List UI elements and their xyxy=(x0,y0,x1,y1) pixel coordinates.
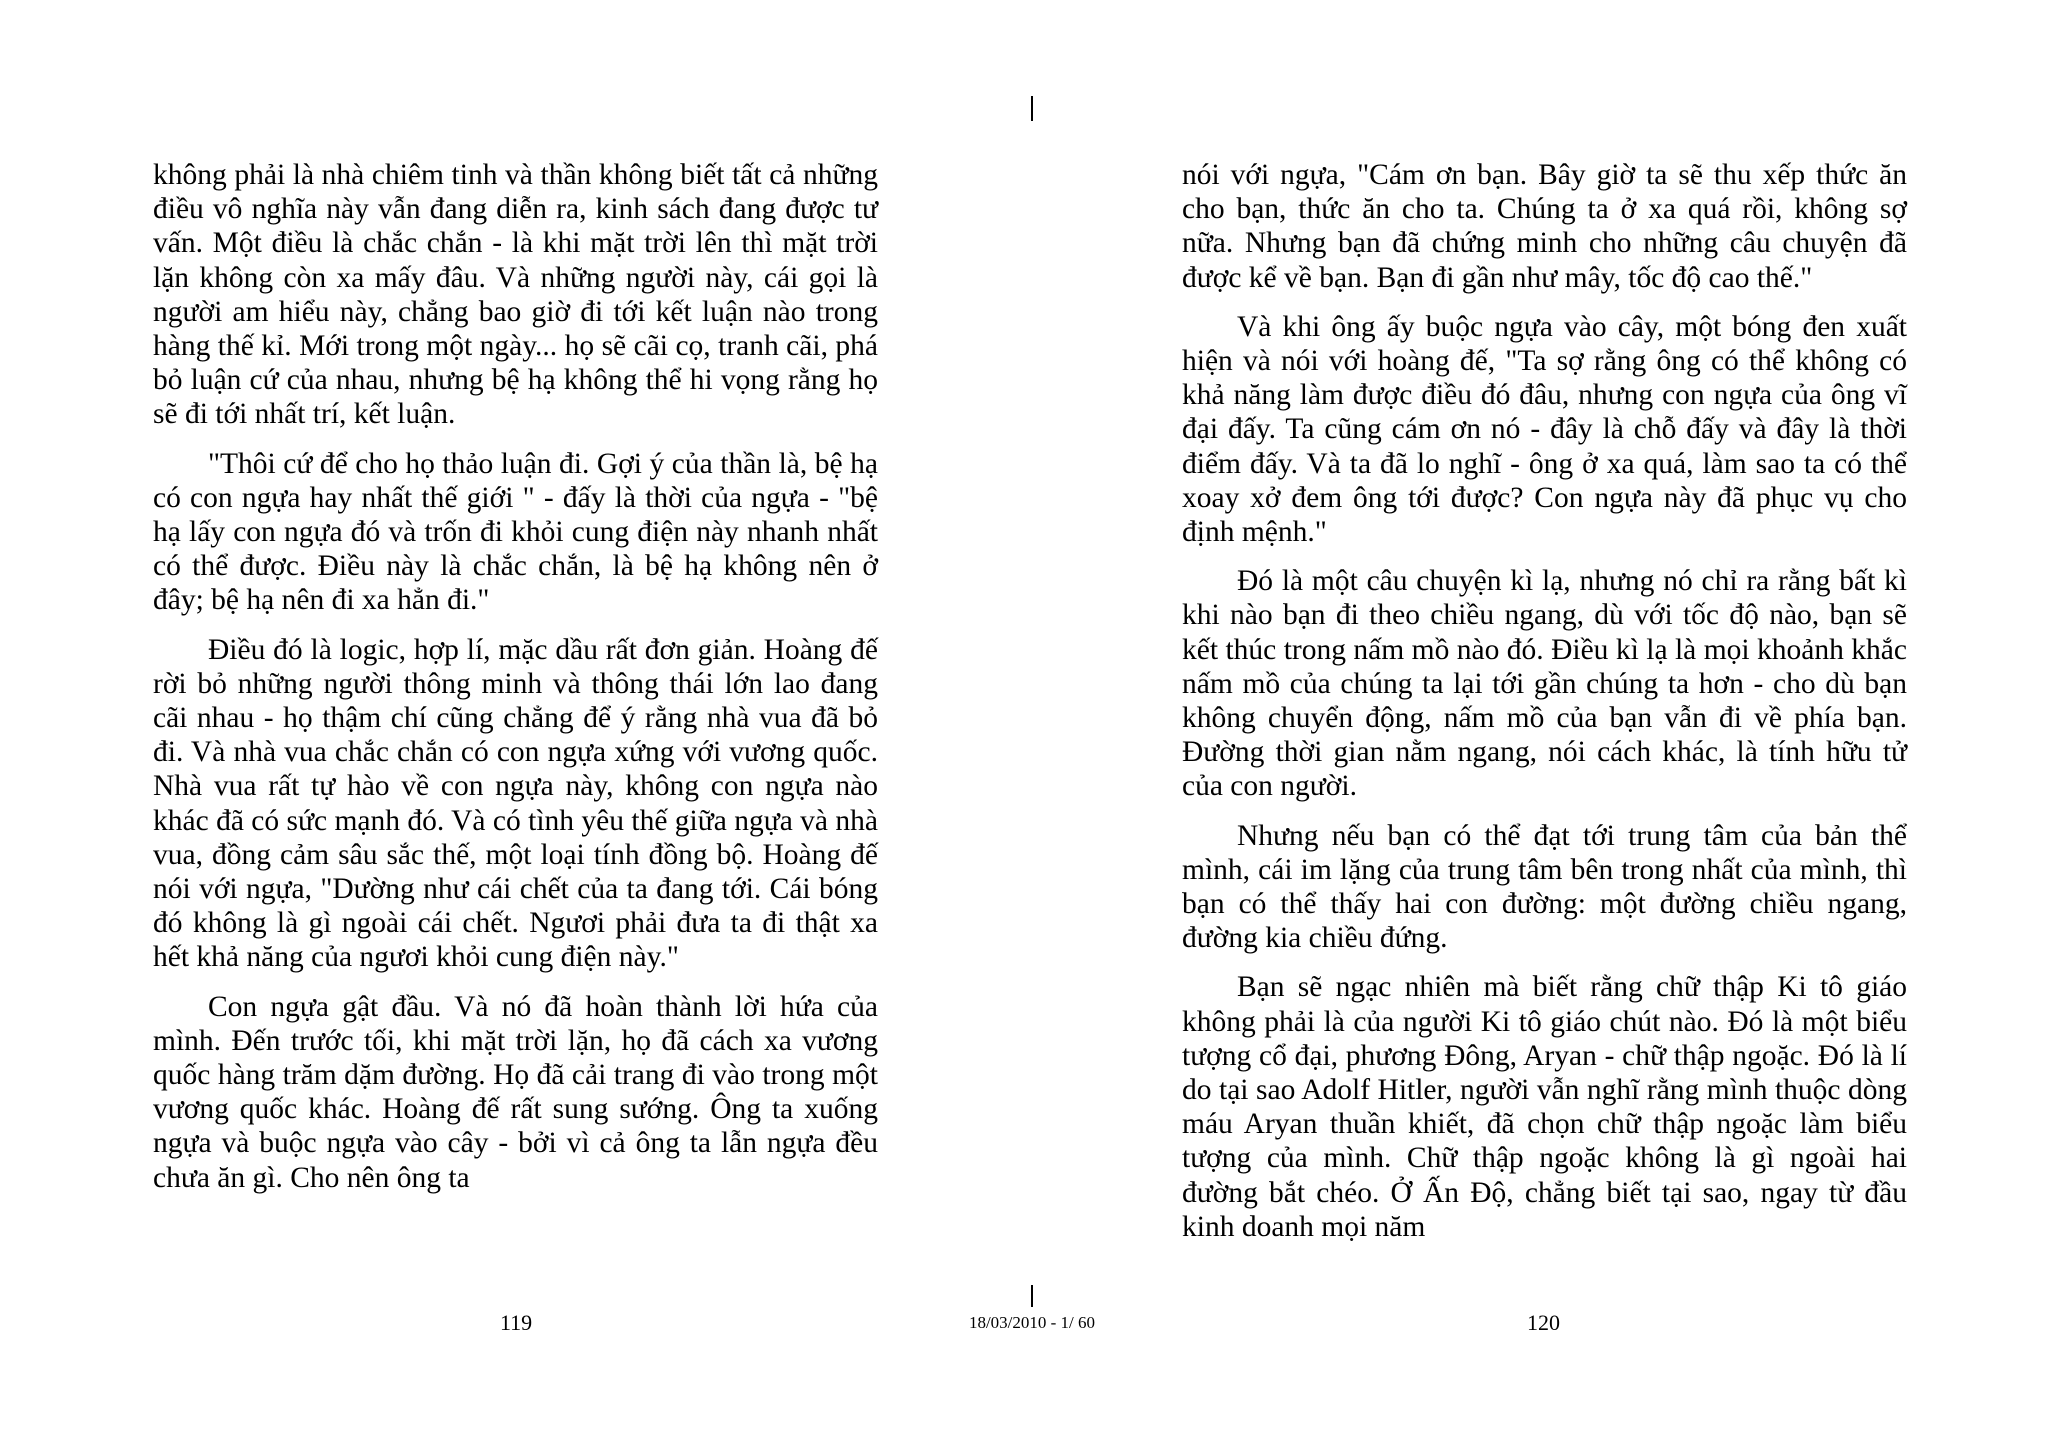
left-paragraph-3: Điều đó là logic, hợp lí, mặc dầu rất đơn giản. Hoàng đế rời bỏ những người thông minh và thông thái lớn lao đang cãi nhau - họ thậm chí cũng chẳng để ý rằng nhà vua đã bỏ đi. Và nhà vua chắc chắn có con ngựa xứng với vương quốc. Nhà vua rất tự hào về con ngựa này, không con ngựa nào khác đã có sức mạnh đó. Và có tình yêu thế giữa ngựa và nhà vua, đồng cảm sâu sắc thế, một loại tính đồng bộ. Hoàng đế nói với ngựa, "Dường như cái chết của ta đang tới. Cái bóng đó không là gì ngoài cái chết. Ngươi phải đưa ta đi thật xa hết khả năng của ngươi khỏi cung điện này." xyxy=(153,633,878,974)
right-paragraph-4: Nhưng nếu bạn có thể đạt tới trung tâm của bản thể mình, cái im lặng của trung tâm bên trong nhất của mình, thì bạn có thể thấy hai con đường: một đường chiều ngang, đường kia chiều đứng. xyxy=(1182,819,1907,955)
left-paragraph-1: không phải là nhà chiêm tinh và thần không biết tất cả những điều vô nghĩa này vẫn đang diễn ra, kinh sách đang được tư vấn. Một điều là chắc chắn - là khi mặt trời lên thì mặt trời lặn không còn xa mấy đâu. Và những người này, cái gọi là người am hiểu này, chẳng bao giờ đi tới kết luận nào trong hàng thế kỉ. Mới trong một ngày... họ sẽ cãi cọ, tranh cãi, phá bỏ luận cứ của nhau, nhưng bệ hạ không thể hi vọng rằng họ sẽ đi tới nhất trí, kết luận. xyxy=(153,159,878,431)
center-crop-mark-top xyxy=(1031,96,1033,121)
left-page-text xyxy=(153,158,878,1210)
right-page-text xyxy=(1182,158,1907,1259)
left-paragraph-2: "Thôi cứ để cho họ thảo luận đi. Gợi ý của thần là, bệ hạ có con ngựa hay nhất thế giới " - đấy là thời của ngựa - "bệ hạ lấy con ngựa đó và trốn đi khỏi cung điện này nhanh nhất có thể được. Điều này là chắc chắn, là bệ hạ không nên ở đây; bệ hạ nên đi xa hẳn đi." xyxy=(153,447,878,617)
left-paragraph-4: Con ngựa gật đầu. Và nó đã hoàn thành lời hứa của mình. Đến trước tối, khi mặt trời lặn, họ đã cách xa vương quốc hàng trăm dặm đường. Họ đã cải trang đi vào trong một vương quốc khác. Hoàng đế rất sung sướng. Ông ta xuống ngựa và buộc ngựa vào cây - bởi vì cả ông ta lẫn ngựa đều chưa ăn gì. Cho nên ông ta xyxy=(153,990,878,1194)
left-page-number: 119 xyxy=(500,1310,533,1335)
right-paragraph-2: Và khi ông ấy buộc ngựa vào cây, một bóng đen xuất hiện và nói với hoàng đế, "Ta sợ rằng ông có thể không có khả năng làm được điều đó đâu, nhưng con ngựa của ông vĩ đại đấy. Ta cũng cám ơn nó - đây là chỗ đấy và đây là thời điểm đấy. Và ta đã lo nghĩ - ông ở xa quá, làm sao ta có thể xoay xở đem ông tới được? Con ngựa này đã phục vụ cho định mệnh." xyxy=(1182,310,1907,549)
right-page-number: 120 xyxy=(1527,1310,1560,1335)
footer-date-page: 18/03/2010 - 1/ 60 xyxy=(968,1313,1096,1332)
right-paragraph-3: Đó là một câu chuyện kì lạ, nhưng nó chỉ ra rằng bất kì khi nào bạn đi theo chiều ngang, dù với tốc độ nào, bạn sẽ kết thúc trong nấm mồ nào đó. Điều kì lạ là mọi khoảnh khắc nấm mồ của chúng ta lại tới gần chúng ta hơn - cho dù bạn không chuyển động, nấm mồ của bạn vẫn đi về phía bạn. Đường thời gian nằm ngang, nói cách khác, là tính hữu tử của con người. xyxy=(1182,565,1907,803)
right-paragraph-5: Bạn sẽ ngạc nhiên mà biết rằng chữ thập Ki tô giáo không phải là của người Ki tô giáo chút nào. Đó là một biểu tượng cổ đại, phương Đông, Aryan - chữ thập ngoặc. Đó là lí do tại sao Adolf Hitler, người vẫn nghĩ rằng mình thuộc dòng máu Aryan thuần khiết, đã chọn chữ thập ngoặc làm biểu tượng của mình. Chữ thập ngoặc không là gì ngoài hai đường bắt chéo. Ở Ấn Độ, chẳng biết tại sao, ngay từ đầu kinh doanh mọi năm xyxy=(1182,971,1907,1243)
right-paragraph-1: nói với ngựa, "Cám ơn bạn. Bây giờ ta sẽ thu xếp thức ăn cho bạn, thức ăn cho ta. Chúng ta ở xa quá rồi, không sợ nữa. Nhưng bạn đã chứng minh cho những câu chuyện đã được kể về bạn. Bạn đi gần như mây, tốc độ cao thế." xyxy=(1182,159,1907,294)
center-crop-mark-bottom xyxy=(1031,1285,1033,1307)
